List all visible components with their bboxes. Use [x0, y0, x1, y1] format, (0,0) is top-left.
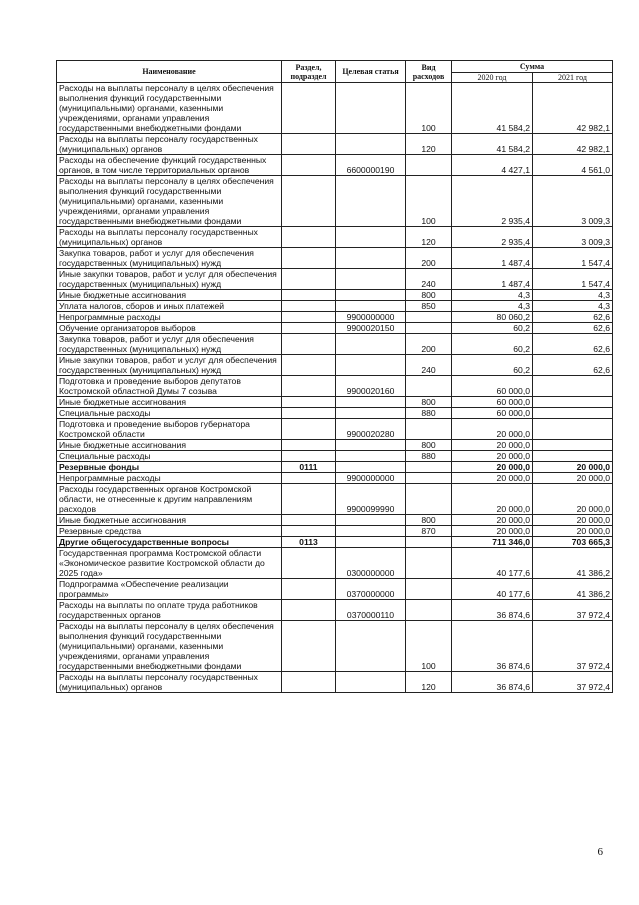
- table-row: [57, 290, 613, 301]
- table-cell-section: [282, 419, 336, 440]
- table-cell-name: Иные бюджетные ассигнования: [57, 440, 282, 451]
- table-cell-section: [282, 290, 336, 301]
- table-cell-target: 0300000000: [336, 548, 406, 579]
- table-cell-2021: 37 972,4: [533, 621, 613, 672]
- table-cell-type: 100: [406, 83, 452, 134]
- table-cell-section: [282, 376, 336, 397]
- table-cell-section: 0111: [282, 462, 336, 473]
- table-cell-type: 800: [406, 290, 452, 301]
- table-row: [57, 408, 613, 419]
- table-cell-target: 0370000110: [336, 600, 406, 621]
- table-cell-2021: [533, 451, 613, 462]
- table-cell-name: Расходы на выплаты по оплате труда работников государственных органов: [57, 600, 282, 621]
- table-cell-name: Расходы государственных органов Костромской области, не отнесенные к другим направлениям расходов: [57, 484, 282, 515]
- table-cell-2021: 3 009,3: [533, 227, 613, 248]
- table-row: [57, 462, 613, 473]
- table-cell-2020: 711 346,0: [452, 537, 533, 548]
- table-cell-2020: 41 584,2: [452, 134, 533, 155]
- table-cell-name: Резервные фонды: [57, 462, 282, 473]
- table-cell-name: Другие общегосударственные вопросы: [57, 537, 282, 548]
- header-section: Раздел, подраздел: [282, 61, 336, 83]
- table-cell-section: [282, 248, 336, 269]
- table-cell-section: [282, 397, 336, 408]
- table-cell-section: [282, 312, 336, 323]
- table-cell-2020: 60,2: [452, 355, 533, 376]
- table-cell-2021: 37 972,4: [533, 672, 613, 693]
- table-row: [57, 440, 613, 451]
- table-cell-target: [336, 83, 406, 134]
- table-cell-section: [282, 323, 336, 334]
- table-cell-2021: [533, 376, 613, 397]
- budget-table: [56, 60, 613, 693]
- table-cell-target: [336, 134, 406, 155]
- table-cell-2021: 62,6: [533, 312, 613, 323]
- table-cell-name: Специальные расходы: [57, 451, 282, 462]
- table-cell-target: 9900020160: [336, 376, 406, 397]
- table-cell-2021: 37 972,4: [533, 600, 613, 621]
- table-cell-name: Расходы на выплаты персоналу государственных (муниципальных) органов: [57, 134, 282, 155]
- table-cell-2021: 41 386,2: [533, 579, 613, 600]
- table-cell-2021: 41 386,2: [533, 548, 613, 579]
- table-cell-type: [406, 548, 452, 579]
- table-cell-name: Иные бюджетные ассигнования: [57, 397, 282, 408]
- table-cell-name: Обучение организаторов выборов: [57, 323, 282, 334]
- table-cell-2020: 40 177,6: [452, 579, 533, 600]
- table-cell-2020: 2 935,4: [452, 176, 533, 227]
- table-cell-name: Расходы на обеспечение функций государственных органов, в том числе территориальных органов: [57, 155, 282, 176]
- table-cell-2021: 20 000,0: [533, 462, 613, 473]
- table-row: [57, 397, 613, 408]
- table-row: [57, 301, 613, 312]
- table-cell-type: [406, 462, 452, 473]
- table-cell-2020: 4 427,1: [452, 155, 533, 176]
- table-cell-section: [282, 355, 336, 376]
- table-row: [57, 248, 613, 269]
- table-cell-2020: 20 000,0: [452, 473, 533, 484]
- table-cell-section: [282, 134, 336, 155]
- table-cell-target: [336, 451, 406, 462]
- table-row: [57, 176, 613, 227]
- table-cell-type: 120: [406, 672, 452, 693]
- table-cell-section: 0113: [282, 537, 336, 548]
- table-cell-2020: 80 060,2: [452, 312, 533, 323]
- table-cell-name: Непрограммные расходы: [57, 473, 282, 484]
- table-cell-name: Специальные расходы: [57, 408, 282, 419]
- table-cell-name: Закупка товаров, работ и услуг для обеспечения государственных (муниципальных) нужд: [57, 334, 282, 355]
- table-cell-name: Уплата налогов, сборов и иных платежей: [57, 301, 282, 312]
- table-cell-2020: 20 000,0: [452, 484, 533, 515]
- table-cell-type: 200: [406, 248, 452, 269]
- table-cell-2021: [533, 440, 613, 451]
- table-cell-2021: [533, 419, 613, 440]
- header-target: Целевая статья: [336, 61, 406, 83]
- table-cell-2021: 703 665,3: [533, 537, 613, 548]
- table-cell-section: [282, 155, 336, 176]
- table-cell-2020: 4,3: [452, 301, 533, 312]
- table-cell-name: Иные закупки товаров, работ и услуг для обеспечения государственных (муниципальных) нужд: [57, 269, 282, 290]
- table-cell-target: [336, 227, 406, 248]
- table-cell-target: [336, 515, 406, 526]
- table-cell-type: [406, 600, 452, 621]
- table-cell-type: 100: [406, 176, 452, 227]
- table-cell-type: [406, 473, 452, 484]
- table-cell-type: 880: [406, 451, 452, 462]
- table-cell-type: 240: [406, 269, 452, 290]
- table-cell-2020: 1 487,4: [452, 269, 533, 290]
- table-cell-target: [336, 462, 406, 473]
- table-cell-name: Расходы на выплаты персоналу в целях обеспечения выполнения функций государственными (муниципальными) органами, казенными учреждениями, органами управления государственными внебюджетными фондами: [57, 621, 282, 672]
- table-cell-2020: 4,3: [452, 290, 533, 301]
- table-row: [57, 579, 613, 600]
- table-cell-type: [406, 419, 452, 440]
- table-row: [57, 451, 613, 462]
- table-cell-2020: 20 000,0: [452, 515, 533, 526]
- table-cell-target: [336, 334, 406, 355]
- table-row: [57, 355, 613, 376]
- table-cell-2021: 20 000,0: [533, 473, 613, 484]
- header-type: Вид расходов: [406, 61, 452, 83]
- table-cell-section: [282, 176, 336, 227]
- table-cell-name: Иные бюджетные ассигнования: [57, 290, 282, 301]
- table-cell-name: Иные закупки товаров, работ и услуг для обеспечения государственных (муниципальных) нужд: [57, 355, 282, 376]
- table-cell-type: [406, 155, 452, 176]
- table-cell-target: [336, 672, 406, 693]
- table-cell-2020: 20 000,0: [452, 419, 533, 440]
- table-cell-2020: 40 177,6: [452, 548, 533, 579]
- table-cell-2021: 1 547,4: [533, 269, 613, 290]
- table-cell-2021: 42 982,1: [533, 134, 613, 155]
- table-cell-2020: 20 000,0: [452, 440, 533, 451]
- table-cell-2021: 4,3: [533, 301, 613, 312]
- table-cell-section: [282, 672, 336, 693]
- table-cell-section: [282, 548, 336, 579]
- table-cell-name: Закупка товаров, работ и услуг для обеспечения государственных (муниципальных) нужд: [57, 248, 282, 269]
- table-cell-section: [282, 621, 336, 672]
- table-cell-type: 200: [406, 334, 452, 355]
- table-row: [57, 600, 613, 621]
- header-sum: Сумма: [452, 61, 613, 73]
- header-year-2021: 2021 год: [533, 73, 613, 83]
- table-cell-2021: [533, 397, 613, 408]
- table-cell-2020: 36 874,6: [452, 600, 533, 621]
- table-row: [57, 548, 613, 579]
- table-cell-type: 850: [406, 301, 452, 312]
- table-cell-2021: 20 000,0: [533, 484, 613, 515]
- table-cell-type: [406, 579, 452, 600]
- table-cell-section: [282, 526, 336, 537]
- table-cell-target: [336, 408, 406, 419]
- table-cell-target: [336, 290, 406, 301]
- table-cell-name: Расходы на выплаты персоналу государственных (муниципальных) органов: [57, 672, 282, 693]
- table-cell-target: [336, 397, 406, 408]
- table-cell-section: [282, 515, 336, 526]
- table-cell-type: [406, 323, 452, 334]
- table-cell-target: 9900099990: [336, 484, 406, 515]
- table-cell-name: Подготовка и проведение выборов депутатов Костромской областной Думы 7 созыва: [57, 376, 282, 397]
- table-cell-2020: 60 000,0: [452, 408, 533, 419]
- table-cell-type: 100: [406, 621, 452, 672]
- table-cell-name: Иные бюджетные ассигнования: [57, 515, 282, 526]
- table-cell-section: [282, 451, 336, 462]
- table-row: [57, 269, 613, 290]
- table-cell-2021: 62,6: [533, 355, 613, 376]
- table-row: [57, 473, 613, 484]
- table-cell-2021: 42 982,1: [533, 83, 613, 134]
- table-cell-section: [282, 269, 336, 290]
- table-row: [57, 526, 613, 537]
- table-cell-target: [336, 537, 406, 548]
- table-cell-name: Государственная программа Костромской области «Экономическое развитие Костромской области до 2025 года»: [57, 548, 282, 579]
- table-cell-target: 9900000000: [336, 312, 406, 323]
- table-cell-2020: 36 874,6: [452, 672, 533, 693]
- table-cell-section: [282, 227, 336, 248]
- table-row: [57, 376, 613, 397]
- table-cell-type: 800: [406, 440, 452, 451]
- table-cell-type: 800: [406, 397, 452, 408]
- table-cell-type: 800: [406, 515, 452, 526]
- table-row: [57, 155, 613, 176]
- table-cell-2020: 41 584,2: [452, 83, 533, 134]
- table-cell-target: [336, 176, 406, 227]
- table-cell-type: 120: [406, 134, 452, 155]
- table-cell-target: [336, 248, 406, 269]
- table-cell-type: 240: [406, 355, 452, 376]
- table-cell-type: [406, 537, 452, 548]
- table-cell-section: [282, 440, 336, 451]
- table-cell-section: [282, 484, 336, 515]
- table-cell-2021: 62,6: [533, 334, 613, 355]
- table-cell-target: 0370000000: [336, 579, 406, 600]
- table-cell-section: [282, 83, 336, 134]
- table-cell-target: 9900000000: [336, 473, 406, 484]
- table-row: [57, 134, 613, 155]
- table-cell-2020: 20 000,0: [452, 526, 533, 537]
- table-cell-target: [336, 526, 406, 537]
- header-name: Наименование: [57, 61, 282, 83]
- table-row: [57, 83, 613, 134]
- table-cell-type: 880: [406, 408, 452, 419]
- table-cell-type: 120: [406, 227, 452, 248]
- table-cell-2021: 20 000,0: [533, 515, 613, 526]
- table-row: [57, 537, 613, 548]
- table-row: [57, 621, 613, 672]
- table-cell-name: Расходы на выплаты персоналу государственных (муниципальных) органов: [57, 227, 282, 248]
- table-cell-2020: 36 874,6: [452, 621, 533, 672]
- table-cell-2020: 60 000,0: [452, 397, 533, 408]
- table-body: [57, 83, 613, 693]
- table-cell-name: Непрограммные расходы: [57, 312, 282, 323]
- table-cell-name: Расходы на выплаты персоналу в целях обеспечения выполнения функций государственными (муниципальными) органами, казенными учреждениями, органами управления государственными внебюджетными фондами: [57, 176, 282, 227]
- table-row: [57, 515, 613, 526]
- table-cell-section: [282, 473, 336, 484]
- table-row: [57, 312, 613, 323]
- table-cell-2021: 62,6: [533, 323, 613, 334]
- header-row: [57, 61, 613, 73]
- table-cell-type: [406, 312, 452, 323]
- table-cell-type: 870: [406, 526, 452, 537]
- table-cell-name: Подготовка и проведение выборов губернатора Костромской области: [57, 419, 282, 440]
- page-number: 6: [597, 846, 603, 858]
- table-cell-2020: 1 487,4: [452, 248, 533, 269]
- table-row: [57, 334, 613, 355]
- header-year-2020: 2020 год: [452, 73, 533, 83]
- table-row: [57, 484, 613, 515]
- table-cell-2020: 2 935,4: [452, 227, 533, 248]
- table-cell-name: Подпрограмма «Обеспечение реализации программы»: [57, 579, 282, 600]
- table-cell-section: [282, 579, 336, 600]
- table-cell-target: [336, 269, 406, 290]
- table-cell-target: [336, 301, 406, 312]
- table-cell-2020: 20 000,0: [452, 462, 533, 473]
- table-cell-section: [282, 334, 336, 355]
- table-cell-2021: 20 000,0: [533, 526, 613, 537]
- table-cell-name: Резервные средства: [57, 526, 282, 537]
- table-cell-target: [336, 440, 406, 451]
- table-cell-2021: [533, 408, 613, 419]
- table-cell-target: 9900020150: [336, 323, 406, 334]
- table-cell-target: 9900020280: [336, 419, 406, 440]
- table-cell-section: [282, 600, 336, 621]
- table-cell-2020: 20 000,0: [452, 451, 533, 462]
- table-row: [57, 672, 613, 693]
- table-cell-type: [406, 376, 452, 397]
- table-cell-2021: 4,3: [533, 290, 613, 301]
- table-cell-2020: 60,2: [452, 334, 533, 355]
- table-cell-target: [336, 355, 406, 376]
- table-cell-2020: 60,2: [452, 323, 533, 334]
- table-cell-target: 6600000190: [336, 155, 406, 176]
- table-cell-name: Расходы на выплаты персоналу в целях обеспечения выполнения функций государственными (муниципальными) органами, казенными учреждениями, органами управления государственными внебюджетными фондами: [57, 83, 282, 134]
- table-row: [57, 227, 613, 248]
- table-cell-section: [282, 408, 336, 419]
- table-cell-2020: 60 000,0: [452, 376, 533, 397]
- table-cell-type: [406, 484, 452, 515]
- table-cell-target: [336, 621, 406, 672]
- table-cell-section: [282, 301, 336, 312]
- table-cell-2021: 3 009,3: [533, 176, 613, 227]
- table-row: [57, 419, 613, 440]
- table-cell-2021: 1 547,4: [533, 248, 613, 269]
- table-row: [57, 323, 613, 334]
- table-cell-2021: 4 561,0: [533, 155, 613, 176]
